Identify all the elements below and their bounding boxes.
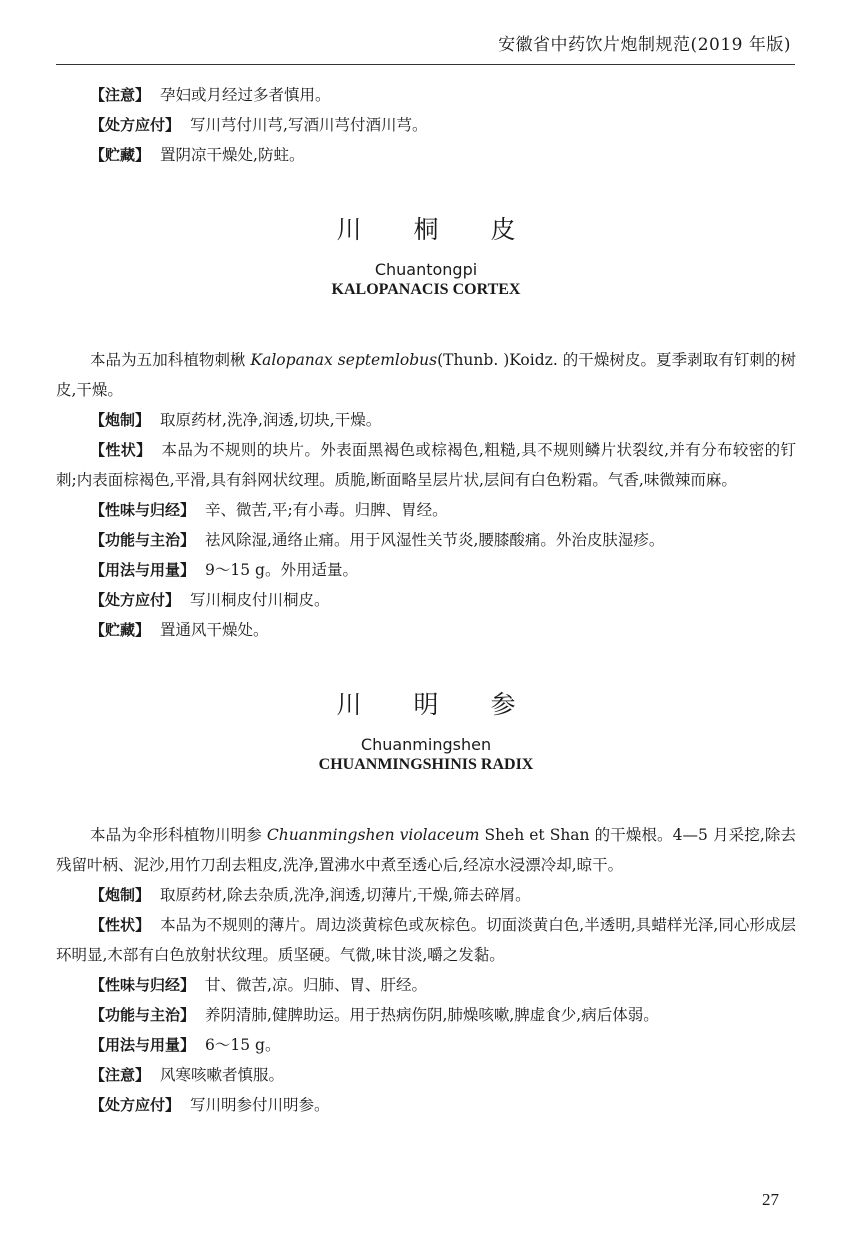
prev-field-storage: 【贮藏】 置阴凉干燥处,防蛀。 <box>90 146 305 164</box>
entry-pinyin: Chuantongpi <box>374 260 478 279</box>
prev-field-prescription: 【处方应付】 写川芎付川芎,写酒川芎付酒川芎。 <box>90 116 428 134</box>
entry-title: 川 桐 皮 <box>336 215 538 244</box>
page-number: 27 <box>762 1190 779 1209</box>
entry-source-paragraph: 本品为五加科植物刺楸 Kalopanax septemlobus(Thunb. )Koidz. 的干燥树皮。夏季剥取有钉刺的树皮,干燥。 <box>56 351 796 399</box>
field-prescription: 【处方应付】 写川桐皮付川桐皮。 <box>90 591 330 609</box>
field-function-indication: 【功能与主治】 养阴清肺,健脾助运。用于热病伤阴,肺燥咳嗽,脾虚食少,病后体弱。 <box>90 1006 659 1024</box>
running-header: 安徽省中药饮片炮制规范(2019 年版) <box>498 35 791 55</box>
field-storage: 【贮藏】 置通风干燥处。 <box>90 621 269 639</box>
field-processing: 【炮制】 取原药材,洗净,润透,切块,干燥。 <box>90 411 382 429</box>
entry-chuantongpi <box>56 210 796 645</box>
field-dosage: 【用法与用量】 9～15 g。外用适量。 <box>90 561 358 579</box>
field-function-indication: 【功能与主治】 祛风除湿,通络止痛。用于风湿性关节炎,腰膝酸痛。外治皮肤湿疹。 <box>90 531 665 549</box>
entry-title: 川 明 参 <box>336 690 538 719</box>
field-caution: 【注意】 风寒咳嗽者慎服。 <box>90 1066 285 1084</box>
prev-field-caution: 【注意】 孕妇或月经过多者慎用。 <box>90 86 331 104</box>
entry-chuanmingshen <box>56 685 796 1120</box>
field-dosage: 【用法与用量】 6～15 g。 <box>90 1036 281 1054</box>
field-nature-meridian: 【性味与归经】 甘、微苦,凉。归肺、胃、肝经。 <box>90 976 427 994</box>
entry-latin-name: KALOPANACIS CORTEX <box>331 281 521 298</box>
field-processing: 【炮制】 取原药材,除去杂质,洗净,润透,切薄片,干燥,筛去碎屑。 <box>90 886 531 904</box>
field-description: 【性状】 本品为不规则的薄片。周边淡黄棕色或灰棕色。切面淡黄白色,半透明,具蜡样光泽,同心形成层环明显,木部有白色放射状纹理。质坚硬。气微,味甘淡,嚼之发黏。 <box>56 916 796 964</box>
field-description: 【性状】 本品为不规则的块片。外表面黑褐色或棕褐色,粗糙,具不规则鳞片状裂纹,并有分布较密的钉刺;内表面棕褐色,平滑,具有斜网状纹理。质脆,断面略呈层片状,层间有白色粉霜。气香,味微辣而麻。 <box>56 441 796 489</box>
field-nature-meridian: 【性味与归经】 辛、微苦,平;有小毒。归脾、胃经。 <box>90 501 448 519</box>
entry-source-paragraph: 本品为伞形科植物川明参 Chuanmingshen violaceum Sheh et Shan 的干燥根。4—5 月采挖,除去残留叶柄、泥沙,用竹刀刮去粗皮,洗净,置沸水中煮至透心后,经凉水浸漂冷却,晾干。 <box>56 826 796 874</box>
header-rule <box>56 64 795 65</box>
page-content <box>56 80 796 1120</box>
entry-pinyin: Chuanmingshen <box>360 735 492 754</box>
field-prescription: 【处方应付】 写川明参付川明参。 <box>90 1096 330 1114</box>
entry-latin-name: CHUANMINGSHINIS RADIX <box>318 756 534 773</box>
